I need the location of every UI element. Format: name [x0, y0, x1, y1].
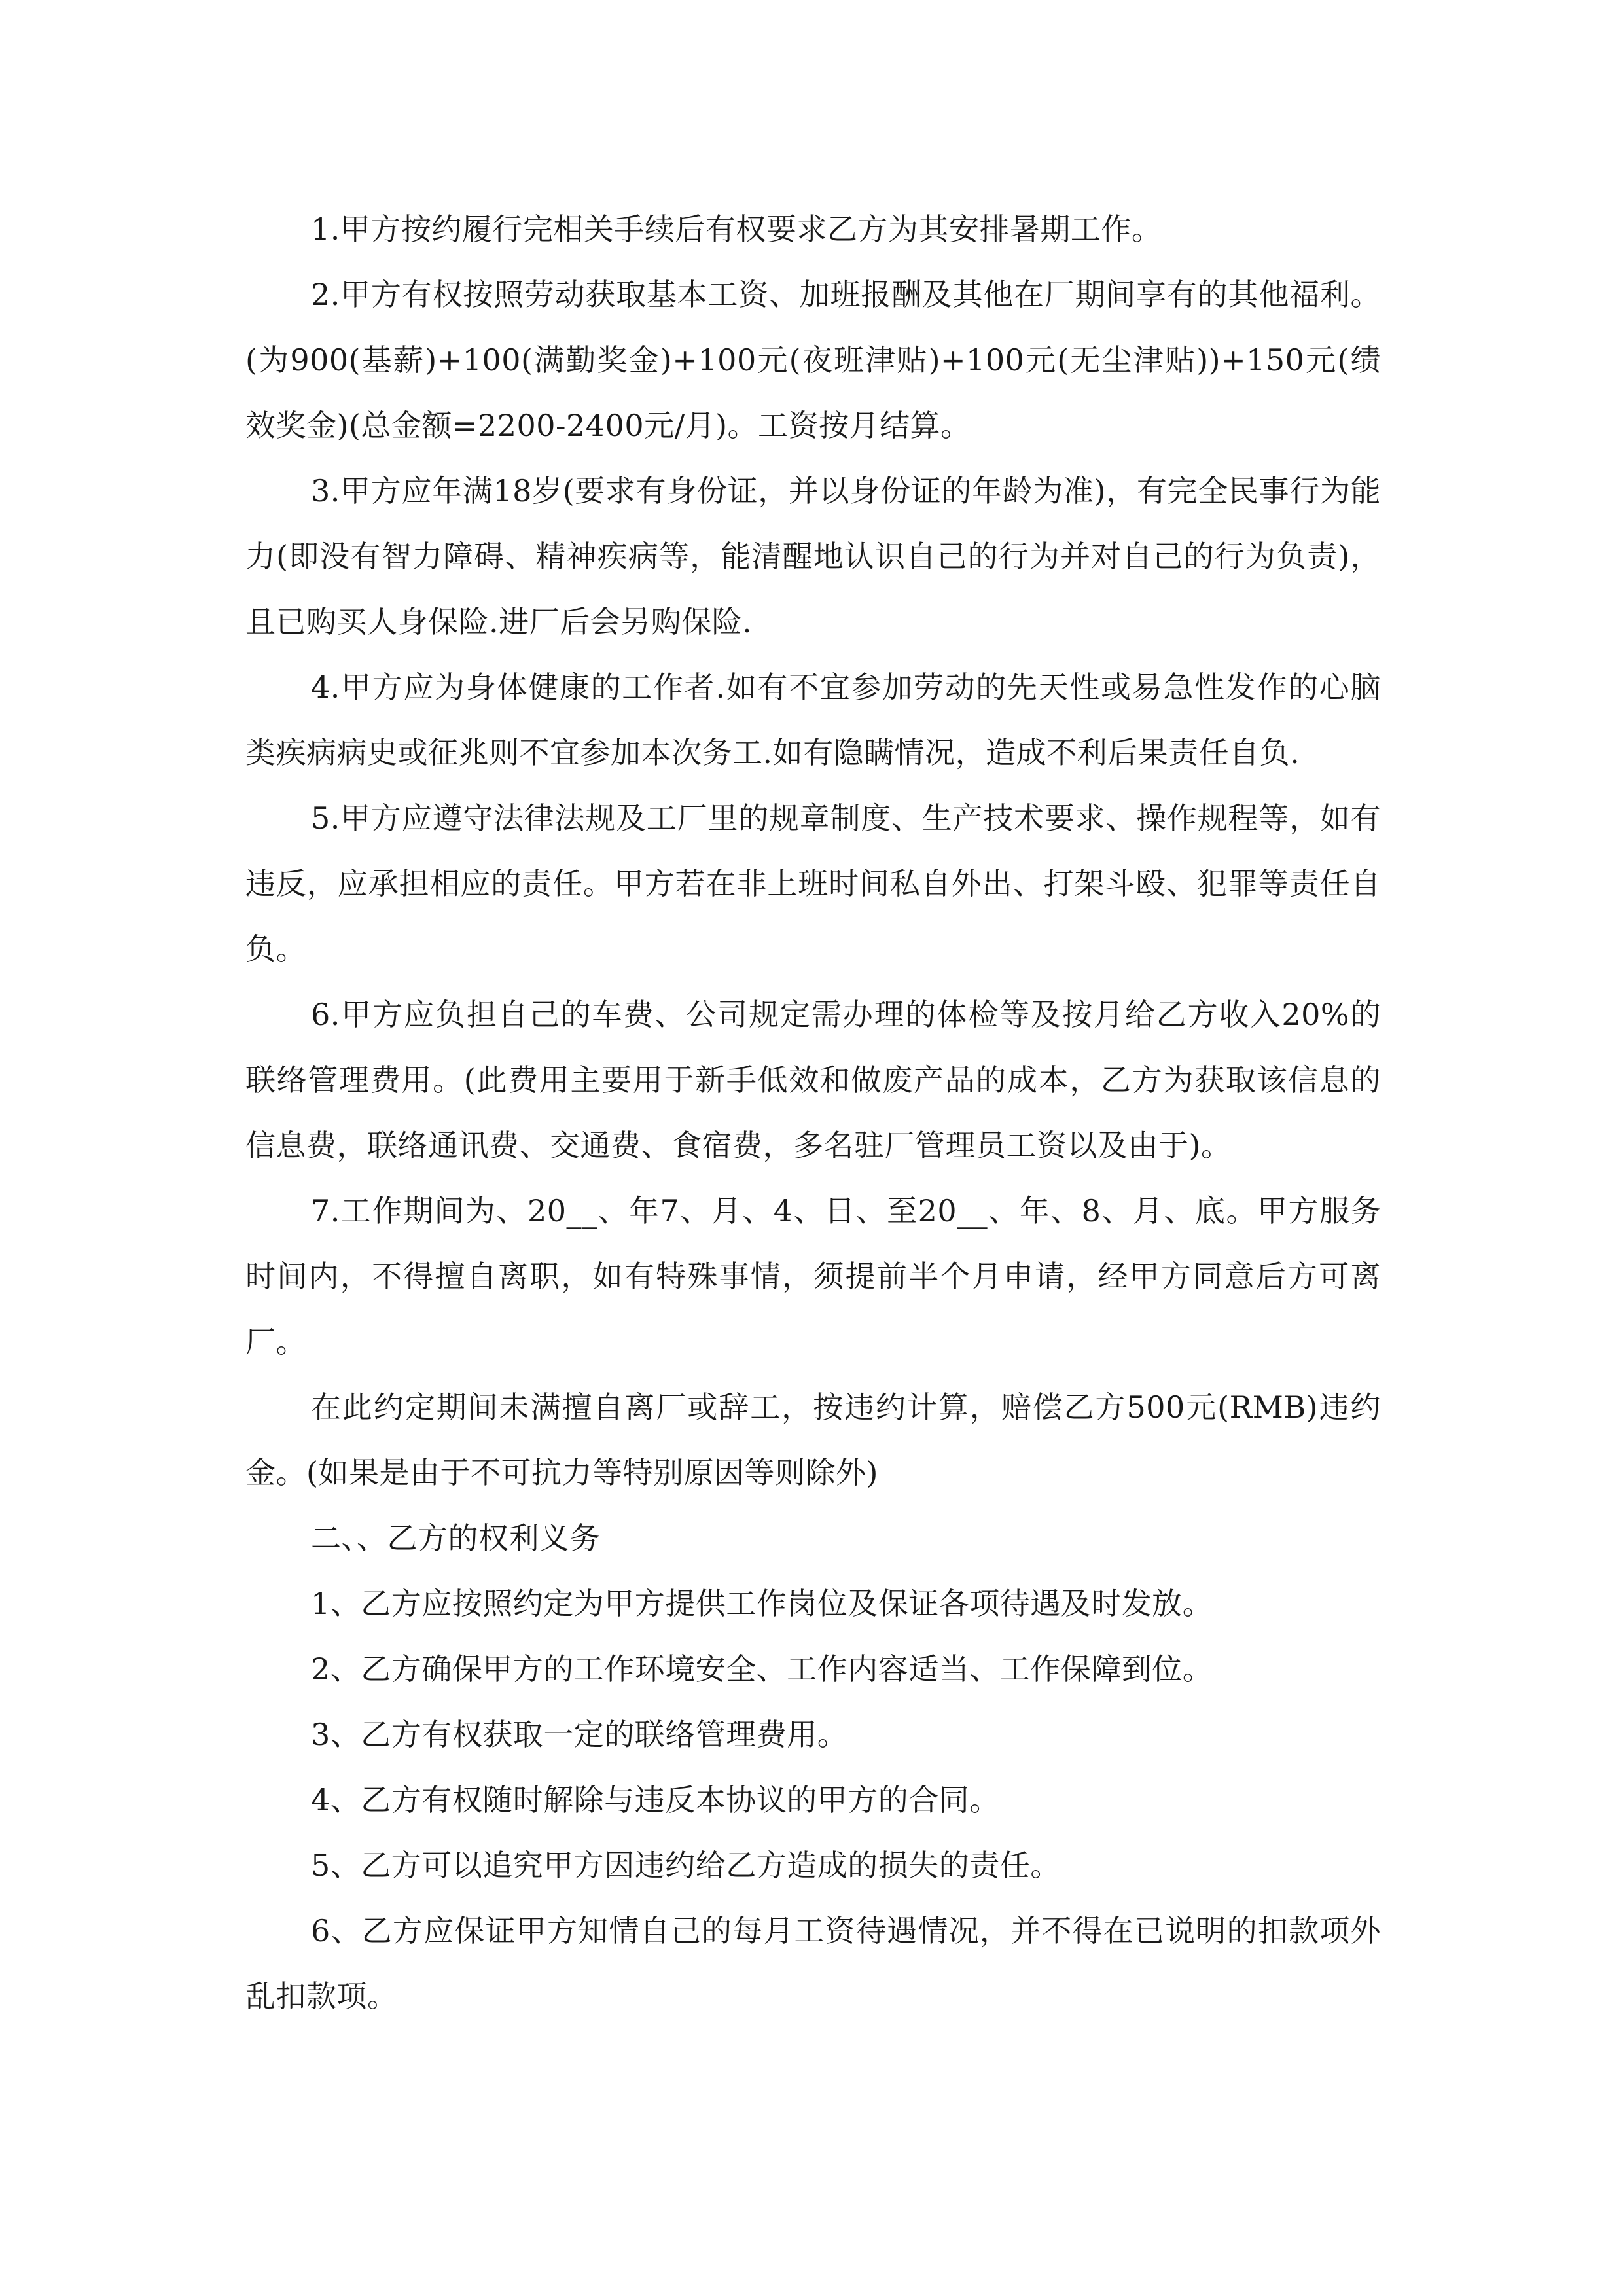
clause-4-paragraph: 4.甲方应为身体健康的工作者.如有不宜参加劳动的先天性或易急性发作的心脑类疾病病史或征兆则不宜参加本次务工.如有隐瞒情况，造成不利后果责任自负.: [245, 670, 1381, 770]
clause-2-paragraph: 2.甲方有权按照劳动获取基本工资、加班报酬及其他在厂期间享有的其他福利。(为900(基薪)+100(满勤奖金)+100元(夜班津贴)+100元(无尘津贴))+150元(绩效奖金)(总金额=2200-2400元/月)。工资按月结算。: [245, 277, 1381, 443]
party-b-clause-6: 6、乙方应保证甲方知情自己的每月工资待遇情况，并不得在已说明的扣款项外乱扣款项。: [245, 1913, 1381, 2014]
clause-7-paragraph: 7.工作期间为、20__、年7、月、4、日、至20__、年、8、月、底。甲方服务时间内，不得擅自离职，如有特殊事情，须提前半个月申请，经甲方同意后方可离厂。: [245, 1193, 1381, 1359]
party-b-clause-5: 5、乙方可以追究甲方因违约给乙方造成的损失的责任。: [311, 1848, 1061, 1883]
clause-5-paragraph: 5.甲方应遵守法律法规及工厂里的规章制度、生产技术要求、操作规程等，如有违反，应承担相应的责任。甲方若在非上班时间私自外出、打架斗殴、犯罪等责任自负。: [245, 800, 1381, 967]
party-b-clause-1: 1、乙方应按照约定为甲方提供工作岗位及保证各项待遇及时发放。: [311, 1586, 1213, 1621]
clause-3-paragraph: 3.甲方应年满18岁(要求有身份证，并以身份证的年龄为准)，有完全民事行为能力(即没有智力障碍、精神疾病等，能清醒地认识自己的行为并对自己的行为负责)，且已购买人身保险.进厂后会另购保险.: [245, 473, 1381, 639]
penalty-paragraph: 在此约定期间未满擅自离厂或辞工，按违约计算，赔偿乙方500元(RMB)违约金。(如果是由于不可抗力等特别原因等则除外): [245, 1390, 1381, 1490]
party-b-clause-4: 4、乙方有权随时解除与违反本协议的甲方的合同。: [311, 1782, 1000, 1818]
clause-6-paragraph: 6.甲方应负担自己的车费、公司规定需办理的体检等及按月给乙方收入20%的联络管理费用。(此费用主要用于新手低效和做废产品的成本，乙方为获取该信息的信息费，联络通讯费、交通费、食宿费，多名驻厂管理员工资以及由于)。: [245, 997, 1381, 1163]
section-heading-party-b: 二、、乙方的权利义务: [311, 1520, 600, 1556]
party-b-clause-3: 3、乙方有权获取一定的联络管理费用。: [311, 1717, 848, 1752]
document-body: [245, 196, 1381, 2029]
clause-1-paragraph: 1.甲方按约履行完相关手续后有权要求乙方为其安排暑期工作。: [311, 211, 1162, 247]
party-b-clause-2: 2、乙方确保甲方的工作环境安全、工作内容适当、工作保障到位。: [311, 1651, 1213, 1687]
